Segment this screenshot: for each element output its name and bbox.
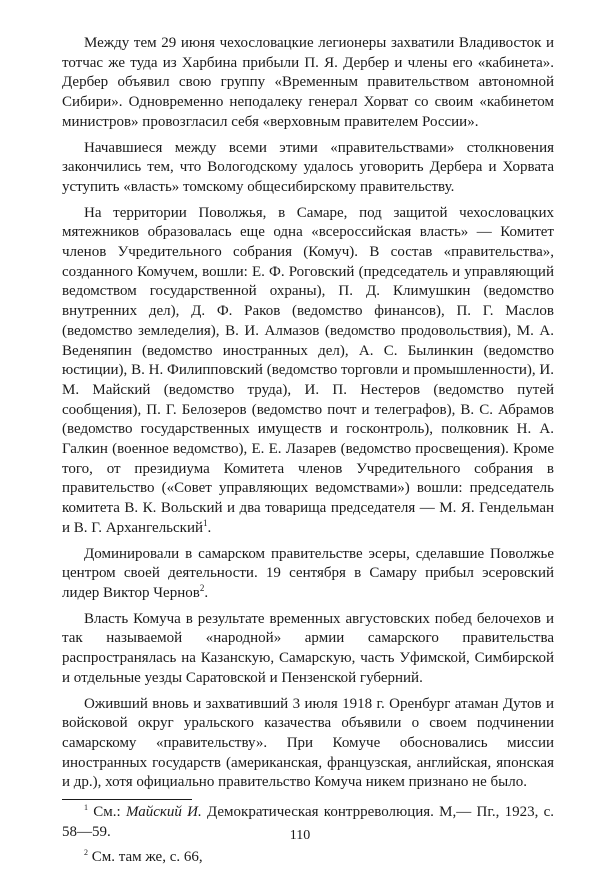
paragraph-4: Доминировали в самарском правительстве эсеры, сделавшие Поволжье центром своей деятельности. 19 сентября в Самару прибыл эсеровский лидер Виктор Чернов$^2$. bbox=[62, 545, 554, 601]
main-text bbox=[62, 34, 554, 874]
paragraph-3: На территории Поволжья, в Самаре, под защитой чехословацких мятежников образовалась еще одна «всероссийская власть» — Комитет членов Учредительного собрания (Комуч). В состав «правительства», созданного Комучем, вошли: Е. Ф. Роговский (председатель и управляющий ведомством государственной охраны), П. Д. Климушкин (ведомство внутренних дел), Д. Ф. Раков (ведомство финансов), П. Г. Маслов (ведомство земледелия), В. И. Алмазов (ведомство продовольствия), М. А. Веденяпин (ведомство иностранных дел), А. С. Былинкин (ведомство юстиции), В. Н. Филипповский (ведомство торговли и промышленности), И. М. Майский (ведомство труда), И. П. Нестеров (ведомство путей сообщения), П. Г. Белозеров (ведомство почт и телеграфов), В. С. Абрамов (ведомство государственных имуществ и госконтроль), полковник Н. А. Галкин (военное ведомство), Е. Е. Лазарев (ведомство просвещения). Кроме того, от президиума Комитета членов Учредительного собрания в правительство («Совет управляющих ведомствами») вошли: председатель комитета В. К. Вольский и два товарища председателя — М. Я. Гендельман и В. Г. Архангельский$^1$. bbox=[62, 204, 554, 536]
footnote-1: $^1$ См.: Майский И. Демократическая контрреволюция. М,— Пг., 1923, с. 58—59. bbox=[62, 803, 554, 840]
footnote-2: $^2$ См. там же, с. 66, bbox=[84, 848, 203, 866]
footnote-author: Майский И. bbox=[125, 804, 202, 821]
page-number: 110 bbox=[289, 828, 311, 843]
footnote-divider bbox=[62, 799, 192, 800]
footnote-ref-2: 2 bbox=[199, 582, 205, 593]
paragraph-5: Власть Комуча в результате временных августовских побед белочехов и так называемой «народной» армии самарского правительства распространялась на Казанскую, Самарскую, часть Уфимской, Симбирской и отдельные уезды Саратовской и Пензенской губерний. bbox=[62, 610, 554, 686]
footnote-ref-1: 1 bbox=[203, 517, 208, 528]
paragraph-6: Оживший вновь и захвативший 3 июля 1918 г. Оренбург атаман Дутов и войсковой округ уральского казачества объявили о своем подчинении самарскому «правительству». При Комуче обосновались миссии иностранных государств (американская, французская, английская, японская и др.), хотя официально правительство Комуча никем признано не было. bbox=[62, 695, 554, 791]
footnote-mark-1: 1 bbox=[84, 803, 88, 813]
paragraph-2: Начавшиеся между всеми этими «правительствами» столкновения закончились тем, что Вологодскому удалось уговорить Дербера и Хорвата уступить «власть» томскому общесибирскому правительству. bbox=[62, 139, 554, 195]
footnote-mark-2: 2 bbox=[84, 848, 88, 858]
paragraph-1: Между тем 29 июня чехословацкие легионеры захватили Владивосток и тотчас же туда из Харбина прибыли П. Я. Дербер и члены его «кабинета». Дербер объявил свою группу «Временным правительством автономной Сибири». Одновременно неподалеку генерал Хорват со своим «кабинетом министров» провозгласил себя «верховным правителем России». bbox=[62, 35, 554, 130]
